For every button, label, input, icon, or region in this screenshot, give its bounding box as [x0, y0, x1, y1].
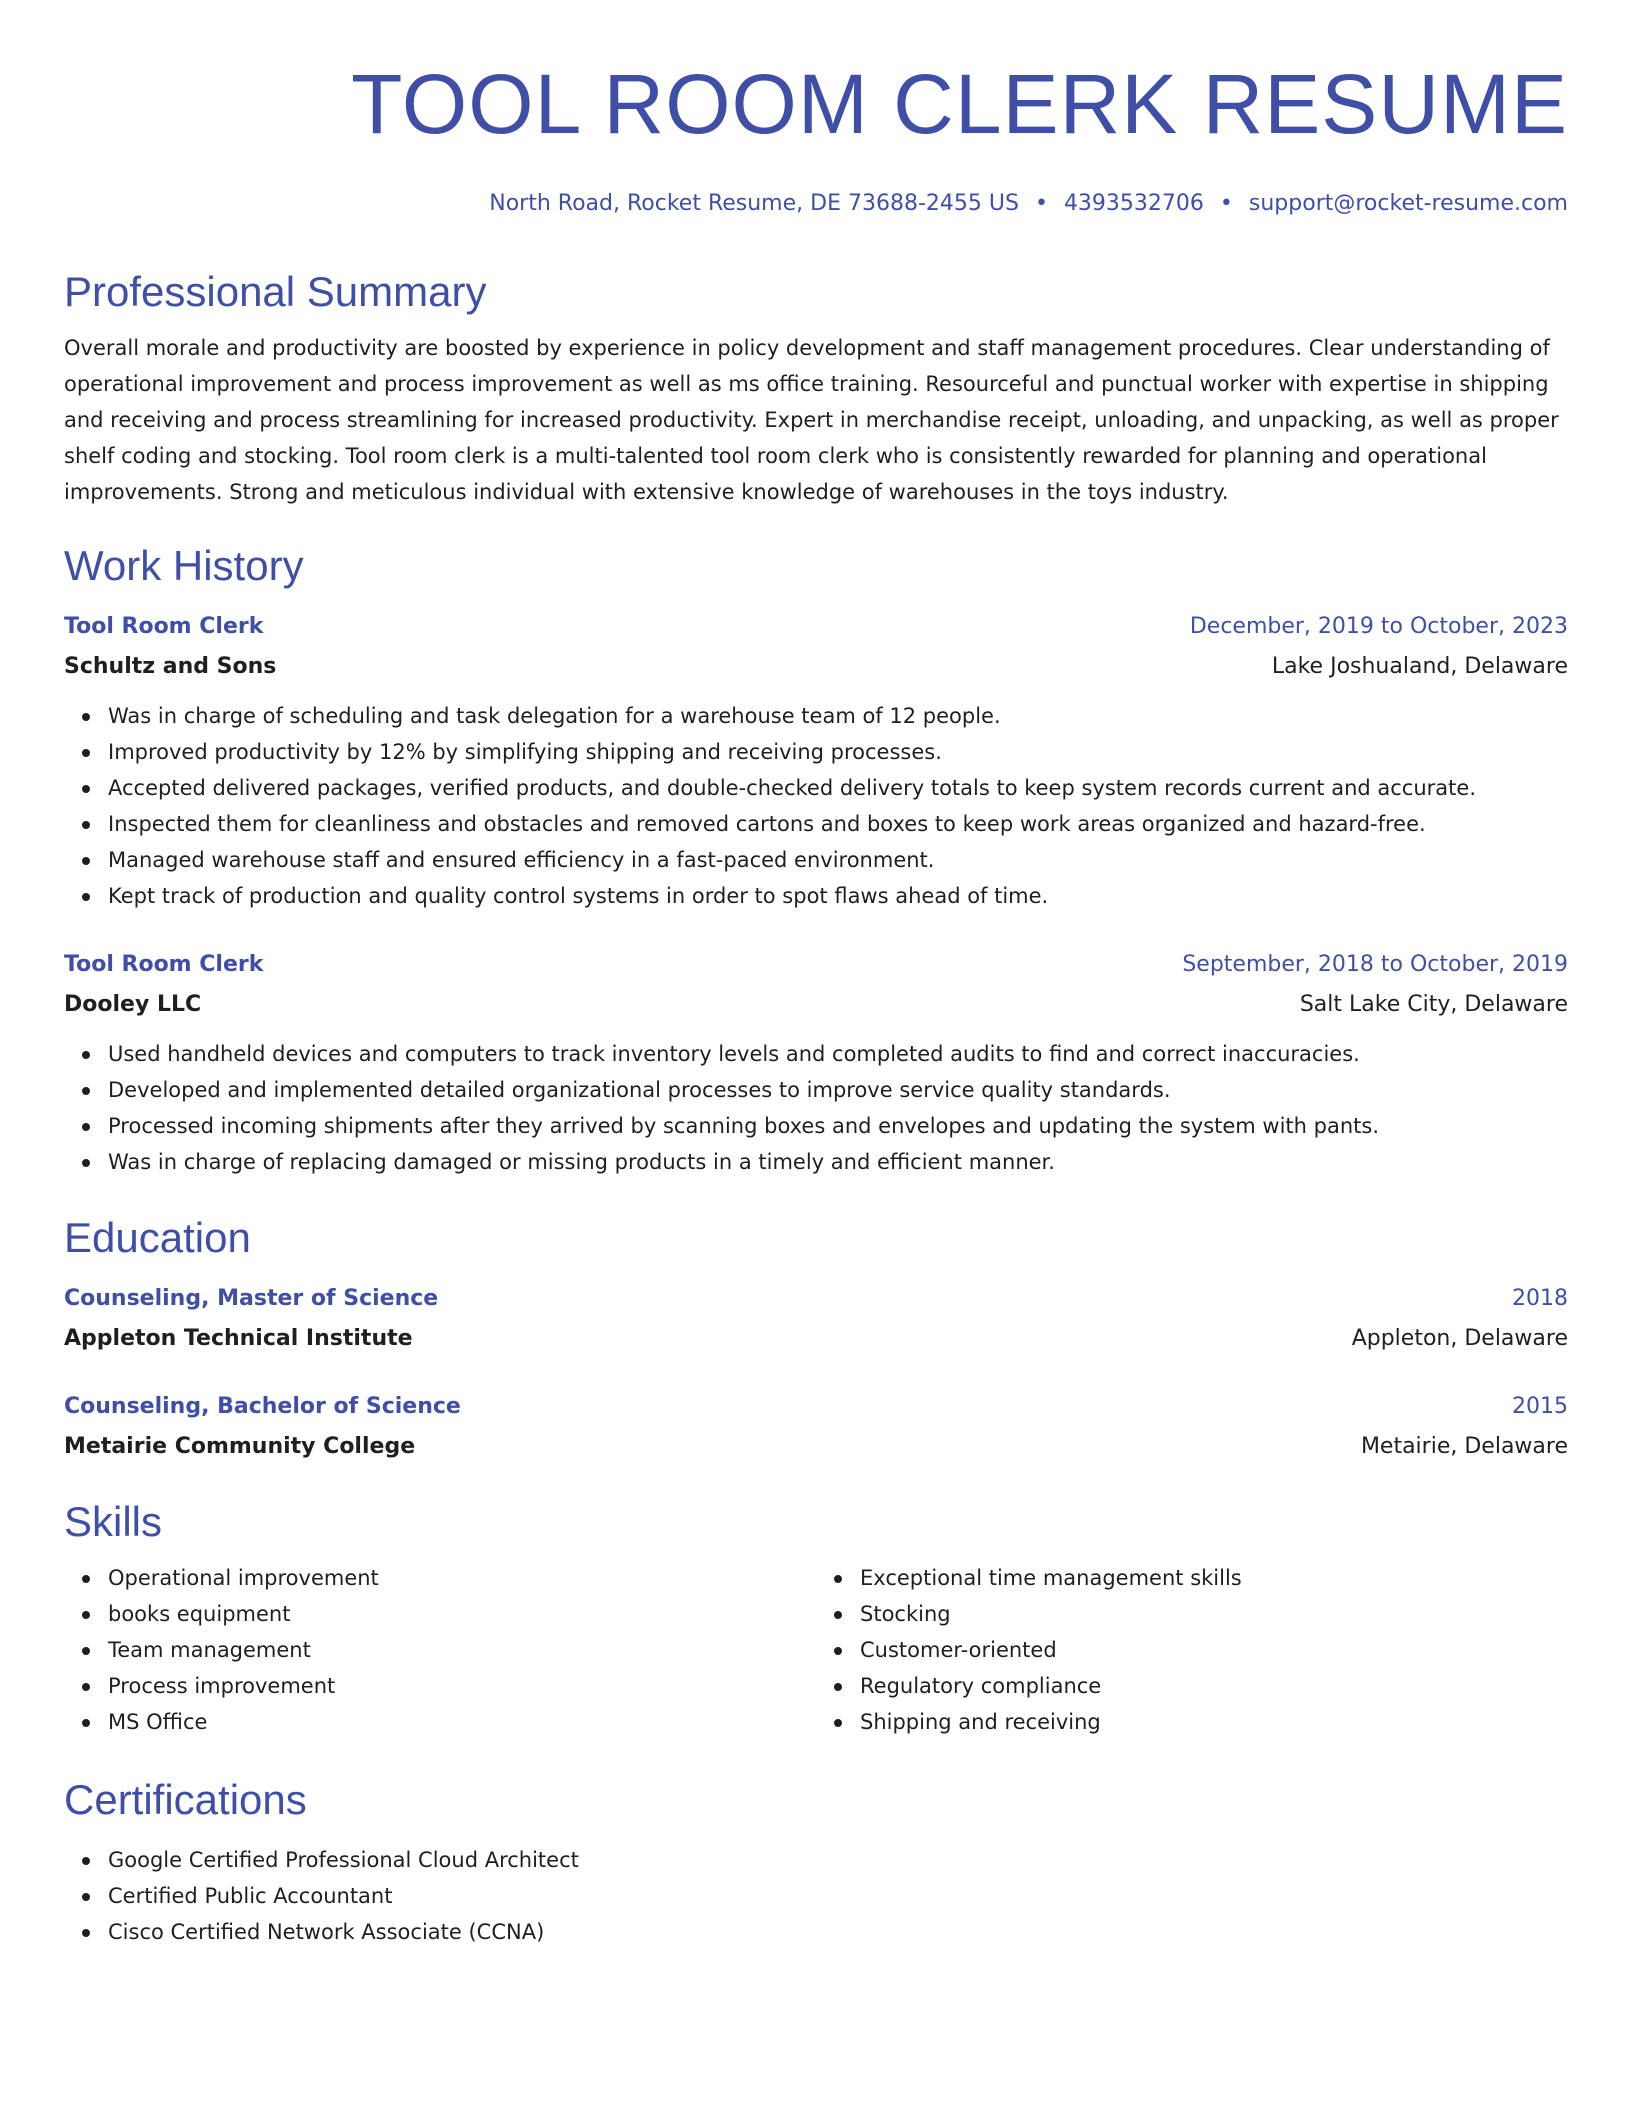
- education-year: 2018: [1512, 1286, 1568, 1311]
- list-item: Accepted delivered packages, verified products, and double-checked delivery totals to keep system records current and accurate.: [108, 770, 1568, 806]
- education-school-row: [64, 1322, 1568, 1356]
- certifications-section: [64, 1772, 1568, 1950]
- contact-address: North Road, Rocket Resume, DE 73688-2455 US: [489, 191, 1019, 216]
- job-entry: [64, 610, 1568, 914]
- education-school: Metairie Community College: [64, 1434, 416, 1459]
- list-item: Google Certified Professional Cloud Architect: [108, 1842, 1568, 1878]
- job-entry: [64, 948, 1568, 1180]
- list-item: Cisco Certified Network Associate (CCNA): [108, 1914, 1568, 1950]
- job-company-row: [64, 988, 1568, 1022]
- job-company: Dooley LLC: [64, 992, 202, 1017]
- job-company-row: [64, 650, 1568, 684]
- contact-separator: •: [1219, 191, 1233, 216]
- list-item: MS Office: [108, 1704, 816, 1740]
- list-item: Managed warehouse staff and ensured efficiency in a fast-paced environment.: [108, 842, 1568, 878]
- job-header-row: [64, 610, 1568, 644]
- section-title-skills: Skills: [64, 1498, 163, 1545]
- section-title-work-history: Work History: [64, 542, 304, 589]
- list-item: Customer-oriented: [860, 1632, 1568, 1668]
- section-title-summary: Professional Summary: [64, 268, 487, 315]
- job-dates: December, 2019 to October, 2023: [1189, 614, 1568, 639]
- education-degree: Counseling, Bachelor of Science: [64, 1394, 461, 1419]
- job-header-row: [64, 948, 1568, 982]
- list-item: books equipment: [108, 1596, 816, 1632]
- education-school-row: [64, 1430, 1568, 1464]
- skills-list-right: [816, 1560, 1568, 1740]
- certifications-list: [64, 1842, 1568, 1950]
- list-item: Shipping and receiving: [860, 1704, 1568, 1740]
- contact-phone: 4393532706: [1063, 191, 1204, 216]
- section-title-certifications: Certifications: [64, 1776, 307, 1823]
- job-role: Tool Room Clerk: [64, 614, 264, 639]
- education-entry: [64, 1282, 1568, 1356]
- list-item: Improved productivity by 12% by simplifying shipping and receiving processes.: [108, 734, 1568, 770]
- job-duties-list: [64, 1036, 1568, 1180]
- list-item: Developed and implemented detailed organizational processes to improve service quality standards.: [108, 1072, 1568, 1108]
- list-item: Operational improvement: [108, 1560, 816, 1596]
- summary-section: [64, 264, 1568, 510]
- list-item: Team management: [108, 1632, 816, 1668]
- education-school: Appleton Technical Institute: [64, 1326, 413, 1351]
- education-header-row: [64, 1282, 1568, 1316]
- job-dates: September, 2018 to October, 2019: [1182, 952, 1568, 977]
- education-header-row: [64, 1390, 1568, 1424]
- job-location: Salt Lake City, Delaware: [1299, 992, 1568, 1017]
- section-title-education: Education: [64, 1214, 251, 1261]
- skills-list-left: [64, 1560, 816, 1740]
- contact-line: [64, 188, 1568, 220]
- resume-title: TOOL ROOM CLERK RESUME: [351, 57, 1568, 151]
- contact-email[interactable]: support@rocket-resume.com: [1248, 191, 1568, 216]
- education-location: Appleton, Delaware: [1351, 1326, 1568, 1351]
- list-item: Regulatory compliance: [860, 1668, 1568, 1704]
- resume-header: [64, 52, 1568, 220]
- skills-section: [64, 1494, 1568, 1740]
- job-role: Tool Room Clerk: [64, 952, 264, 977]
- work-history-section: [64, 538, 1568, 1180]
- list-item: Inspected them for cleanliness and obstacles and removed cartons and boxes to keep work areas organized and hazard-free.: [108, 806, 1568, 842]
- education-section: [64, 1210, 1568, 1464]
- job-location: Lake Joshualand, Delaware: [1271, 654, 1568, 679]
- list-item: Processed incoming shipments after they arrived by scanning boxes and envelopes and updating the system with pants.: [108, 1108, 1568, 1144]
- list-item: Was in charge of scheduling and task delegation for a warehouse team of 12 people.: [108, 698, 1568, 734]
- job-duties-list: [64, 698, 1568, 914]
- list-item: Exceptional time management skills: [860, 1560, 1568, 1596]
- education-location: Metairie, Delaware: [1360, 1434, 1568, 1459]
- list-item: Used handheld devices and computers to track inventory levels and completed audits to find and correct inaccuracies.: [108, 1036, 1568, 1072]
- contact-separator: •: [1034, 191, 1048, 216]
- list-item: Was in charge of replacing damaged or missing products in a timely and efficient manner.: [108, 1144, 1568, 1180]
- education-year: 2015: [1512, 1394, 1568, 1419]
- list-item: Certified Public Accountant: [108, 1878, 1568, 1914]
- list-item: Process improvement: [108, 1668, 816, 1704]
- skills-grid: [64, 1560, 1568, 1740]
- list-item: Kept track of production and quality control systems in order to spot flaws ahead of time.: [108, 878, 1568, 914]
- education-entry: [64, 1390, 1568, 1464]
- summary-text: Overall morale and productivity are boosted by experience in policy development and staff management procedures. Clear understanding of operational improvement and process improvement as well as ms office training. Resourceful and punctual worker with expertise in shipping and receiving and process streamlining for increased productivity. Expert in merchandise receipt, unloading, and unpacking, as well as proper shelf coding and stocking. Tool room clerk is a multi-talented tool room clerk who is consistently rewarded for planning and operational improvements. Strong and meticulous individual with extensive knowledge of warehouses in the toys industry.: [64, 336, 1559, 504]
- list-item: Stocking: [860, 1596, 1568, 1632]
- education-degree: Counseling, Master of Science: [64, 1286, 439, 1311]
- job-company: Schultz and Sons: [64, 654, 277, 679]
